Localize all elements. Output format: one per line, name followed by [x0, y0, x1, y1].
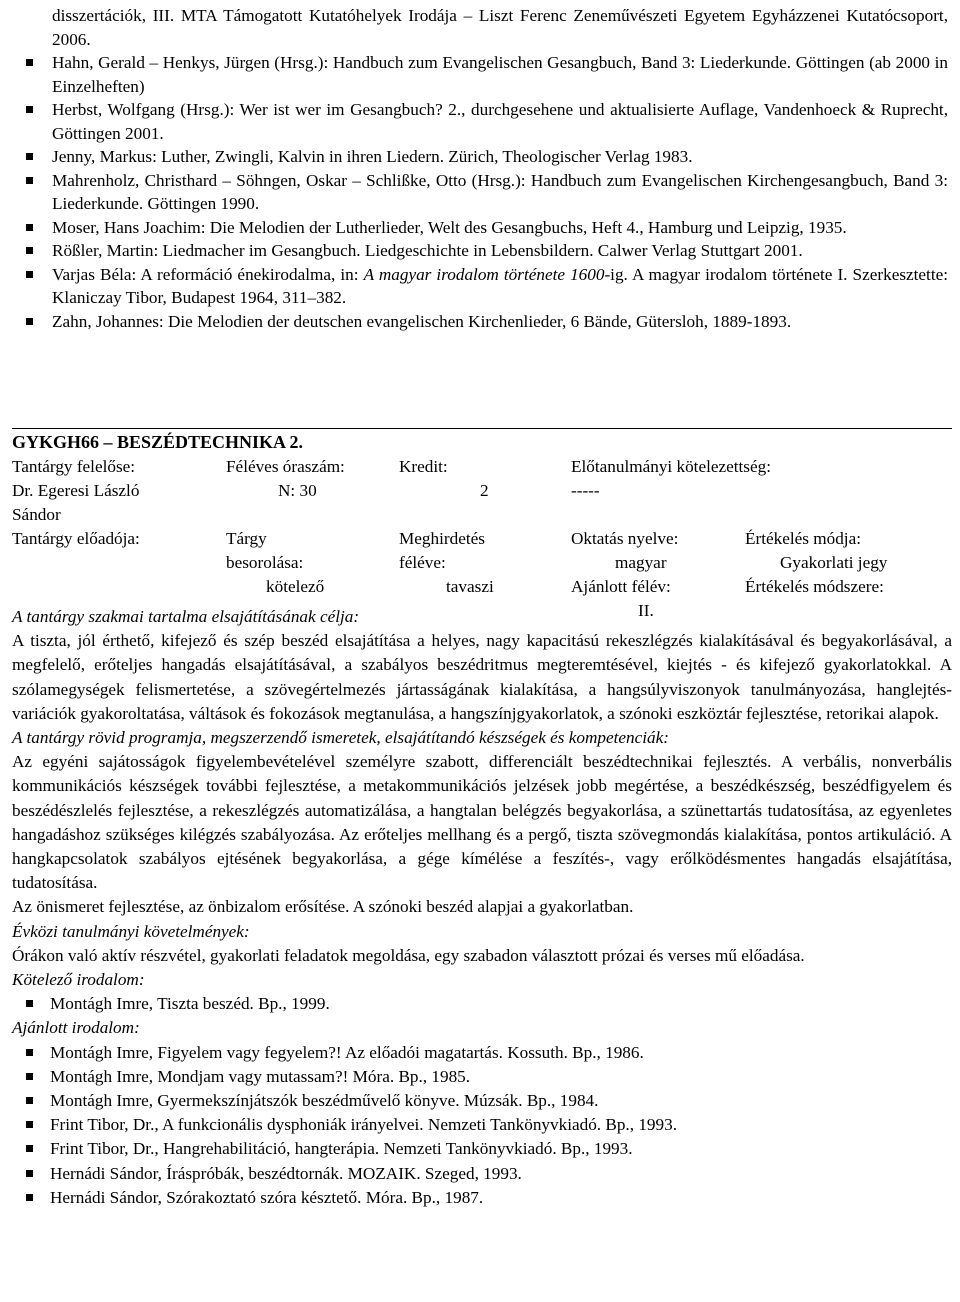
- item-text: Montágh Imre, Tiszta beszéd. Bp., 1999.: [50, 994, 330, 1014]
- felelos-value: [12, 479, 139, 503]
- kotelezo-list: [12, 992, 952, 1016]
- bibliography-entry: [12, 169, 948, 216]
- list-item: [12, 1186, 952, 1210]
- ertekeles-label: Értékelés módja:: [745, 529, 861, 548]
- bibliography-entry: [12, 310, 948, 334]
- kotelezo-section: [12, 968, 952, 1016]
- square-bullet-icon: [26, 1170, 33, 1177]
- item-text: Hernádi Sándor, Íráspróbák, beszédtornák. MOZAIK. Szeged, 1993.: [50, 1163, 522, 1183]
- list-item: [12, 1065, 952, 1089]
- bibliography-entry: [12, 145, 948, 169]
- kredit-label: Kredit:: [399, 457, 448, 476]
- felelos-value-2: Sándor: [12, 505, 61, 524]
- program-text-2: Az önismeret fejlesztése, az önbizalom erősítése. A szónoki beszéd alapjai a gyakorlatban.: [12, 897, 634, 917]
- square-bullet-icon: [26, 177, 33, 184]
- entry-text: Hahn, Gerald – Henkys, Jürgen (Hrsg.): Handbuch zum Evangelischen Gesangbuch, Band 3: Liederkunde. Göttingen (ab 2000 in Einzelheften): [52, 53, 948, 96]
- bibliography-entry: [12, 239, 948, 263]
- square-bullet-icon: [26, 153, 33, 160]
- course-info-grid: [12, 453, 952, 621]
- evkozi-heading: Évközi tanulmányi követelmények:: [12, 921, 250, 941]
- felelos-name: Dr. Egeresi László: [12, 481, 140, 500]
- elotanulmany-value: -----: [571, 481, 600, 500]
- meghirdetes-value: tavaszi: [446, 577, 494, 596]
- entry-text: disszertációk, III. MTA Támogatott Kutatóhelyek Irodája – Liszt Ferenc Zeneművészeti Egyetem Egyházzenei Kutatócsoport, 2006.: [52, 6, 948, 49]
- item-text: Montágh Imre, Figyelem vagy fegyelem?! Az előadói magatartás. Kossuth. Bp., 1986.: [50, 1042, 644, 1062]
- square-bullet-icon: [26, 1145, 33, 1152]
- item-text: Montágh Imre, Gyermekszínjátszók beszédművelő könyve. Múzsák. Bp., 1984.: [50, 1091, 599, 1111]
- program-heading: A tantárgy rövid programja, megszerzendő ismeretek, elsajátítandó készségek és kompetenciák:: [12, 728, 669, 748]
- list-item: [12, 1113, 952, 1137]
- square-bullet-icon: [26, 1049, 33, 1056]
- cel-section: [12, 605, 952, 726]
- list-item: [12, 1137, 952, 1161]
- program-section: [12, 726, 952, 920]
- square-bullet-icon: [26, 59, 33, 66]
- entry-text: Rößler, Martin: Liedmacher im Gesangbuch. Liedgeschichte in Lebensbildern. Calwer Verlag Stuttgart 2001.: [52, 241, 803, 260]
- kredit-value: 2: [480, 481, 489, 500]
- course-title: GYKGH66 – BESZÉDTECHNIKA 2.: [12, 432, 304, 452]
- bibliography-entry: [12, 98, 948, 145]
- elotanulmany-label: Előtanulmányi kötelezettség:: [571, 457, 771, 476]
- bibliography-entry: [12, 51, 948, 98]
- entry-text: Zahn, Johannes: Die Melodien der deutschen evangelischen Kirchenlieder, 6 Bände, Gütersloh, 1889-1893.: [52, 311, 792, 331]
- square-bullet-icon: [26, 247, 33, 254]
- item-text: Frint Tibor, Dr., Hangrehabilitáció, hangterápia. Nemzeti Tankönyvkiadó. Bp., 1993.: [50, 1139, 633, 1159]
- meghirdetes-label-2: féléve:: [399, 553, 446, 572]
- entry-text: Herbst, Wolfgang (Hrsg.): Wer ist wer im Gesangbuch? 2., durchgesehene und aktualisierte Auflage, Vandenhoeck & Ruprecht, Göttingen 2001.: [52, 100, 948, 143]
- item-text: Montágh Imre, Mondjam vagy mutassam?! Móra. Bp., 1985.: [50, 1066, 471, 1086]
- entry-italic-title: A magyar irodalom története 1600: [363, 264, 605, 284]
- ajanlott-heading: Ajánlott irodalom:: [12, 1018, 140, 1038]
- program-text: Az egyéni sajátosságok figyelembevételével személyre szabott, differenciált beszédtechnikai fejlesztés. A verbális, nonverbális kommunikációs készségek további fejlesztése, a metakommunikációs jelzések jobb megértése, a beszédkészség, beszédfigyelem és beszédészlelés fejlesztése, a rekeszlégzés automatizálása, a hangtalan belégzés begyakorlása, a szünettartás tudatosítása, az egyenletes hangadáshoz szükséges kilégzés szabályozása. Az erőteljes mellhang és a pergő, tiszta szövegmondás kialakítása, pontos artikuláció. A hangkapcsolatok szabályos ejtésének begyakorlása, a gége kímélése a feszítés-, vagy erőlködésmentes hangadás elsajátítása, tudatosítása.: [12, 752, 952, 893]
- oraszam-label: Féléves óraszám:: [226, 457, 345, 476]
- nyelv-label: Oktatás nyelve:: [571, 529, 679, 548]
- ajanlott-label: Ajánlott félév:: [571, 577, 671, 596]
- cel-text: A tiszta, jól érthető, kifejező és szép beszéd elsajátítása a helyes, nagy kapacitású rekeszlégzés kialakításával és begyakorlásával, a megfelelő, erőteljes hangadás elsajátításával, a szabályos beszédritmus megteremtésével, kiejtés - és kifejező gyakorlatokkal. A szólamegységek felismertetése, a szövegértelmezés jártasságának kialakítása, a hangsúlyviszonyok tanulmányozása, hanglejtés-variációk gyakoroltatása, váltások és fokozások megtanulása, a hangszínjgyakorlatok, a szónoki eszköztár fejlesztése, retorikai alapok.: [12, 631, 952, 723]
- square-bullet-icon: [26, 271, 33, 278]
- list-item: [12, 1041, 952, 1065]
- entry-text: Varjas Béla: A reformáció énekirodalma, in:: [52, 264, 364, 284]
- square-bullet-icon: [26, 1073, 33, 1080]
- entry-text: Jenny, Markus: Luther, Zwingli, Kalvin in ihren Liedern. Zürich, Theologischer Verlag 1983.: [52, 147, 693, 166]
- square-bullet-icon: [26, 106, 33, 113]
- nyelv-value: magyar: [615, 553, 667, 572]
- ertekeles-modszere-label: Értékelés módszere:: [745, 577, 884, 596]
- kotelezo-heading: Kötelező irodalom:: [12, 970, 145, 990]
- item-text: Hernádi Sándor, Szórakoztató szóra késztető. Móra. Bp., 1987.: [50, 1187, 484, 1207]
- cel-heading: A tantárgy szakmai tartalma elsajátításának célja:: [12, 607, 360, 626]
- besorolas-value: kötelező: [266, 577, 325, 596]
- oraszam-value: N: 30: [278, 481, 317, 500]
- list-item: [12, 992, 952, 1016]
- bibliography-list: [12, 4, 948, 333]
- square-bullet-icon: [26, 318, 33, 325]
- entry-text: -ig. A magyar irodalom története I. Szerkesztette: Klaniczay Tibor, Budapest 1964, 311–382.: [52, 264, 948, 307]
- ertekeles-value: Gyakorlati jegy: [780, 553, 888, 572]
- entry-text: Mahrenholz, Christhard – Söhngen, Oskar – Schlißke, Otto (Hrsg.): Handbuch zum Evangelischen Kirchengesangbuch, Band 3: Liederkunde. Göttingen 1990.: [52, 170, 948, 213]
- meghirdetes-label-1: Meghirdetés: [399, 529, 485, 548]
- square-bullet-icon: [26, 1097, 33, 1104]
- ajanlott-section: [12, 1016, 952, 1210]
- ajanlott-list: [12, 1041, 952, 1210]
- bibliography-entry: [12, 263, 948, 310]
- eloado-label: Tantárgy előadója:: [12, 529, 140, 548]
- besorolas-label-2: besorolása:: [226, 553, 304, 572]
- bibliography-entry: [12, 4, 948, 51]
- course-section: [12, 428, 952, 1210]
- square-bullet-icon: [26, 1121, 33, 1128]
- list-item: [12, 1162, 952, 1186]
- square-bullet-icon: [26, 1000, 33, 1007]
- evkozi-text: Órákon való aktív részvétel, gyakorlati feladatok megoldása, egy szabadon választott prózai és verses mű előadása.: [12, 945, 805, 965]
- list-item: [12, 1089, 952, 1113]
- item-text: Frint Tibor, Dr., A funkcionális dysphoniák irányelvei. Nemzeti Tankönyvkiadó. Bp., 1993.: [50, 1115, 677, 1135]
- square-bullet-icon: [26, 1194, 33, 1201]
- felelos-label: Tantárgy felelőse:: [12, 457, 136, 476]
- evkozi-section: [12, 920, 952, 968]
- ajanlott-value: II.: [638, 601, 654, 620]
- besorolas-label-1: Tárgy: [226, 529, 267, 548]
- entry-text: Moser, Hans Joachim: Die Melodien der Lutherlieder, Welt des Gesangbuchs, Heft 4., Hamburg und Leipzig, 1935.: [52, 217, 847, 237]
- square-bullet-icon: [26, 224, 33, 231]
- bibliography-entry: [12, 216, 948, 240]
